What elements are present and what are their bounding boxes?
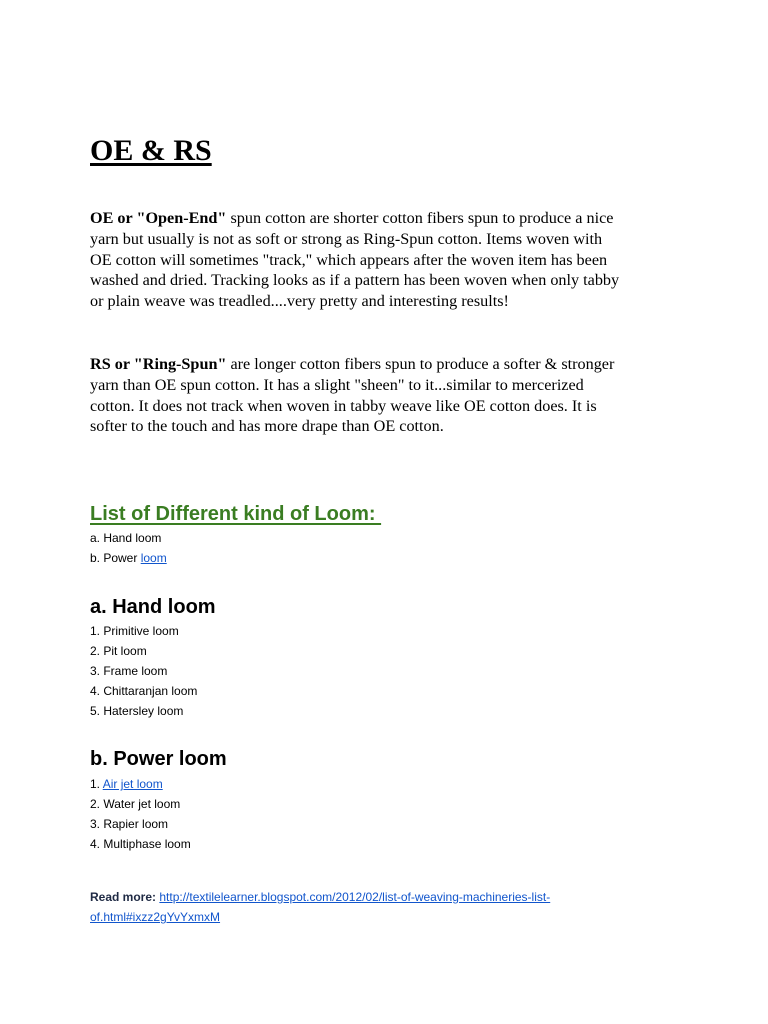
loom-type-power: [90, 548, 167, 568]
list-item: 3. Frame loom: [90, 664, 168, 678]
oe-line-5: or plain weave was treadled....very pretty and interesting results!: [90, 292, 509, 311]
oe-line-1: [90, 208, 690, 229]
hand-loom-list: [90, 621, 197, 721]
rs-line-2: yarn than OE spun cotton. It has a slight "sheen" to it...similar to mercerized: [90, 375, 584, 394]
oe-term: OE or "Open-End": [90, 209, 227, 227]
list-item: 5. Hatersley loom: [90, 704, 184, 718]
air-jet-loom-link[interactable]: Air jet loom: [102, 777, 163, 791]
loom-list-heading: List of Different kind of Loom:: [90, 503, 382, 525]
oe-line-2: yarn but usually is not as soft or strong as Ring-Spun cotton. Items woven with: [90, 229, 603, 248]
list-item: 3. Rapier loom: [90, 817, 169, 831]
list-item: 2. Water jet loom: [90, 797, 181, 811]
rs-line-4: softer to the touch and has more drape than OE cotton.: [90, 417, 444, 436]
hand-loom-heading: a. Hand loom: [90, 596, 216, 618]
loom-types-list: [90, 528, 167, 568]
source-link-line-2[interactable]: of.html#ixzz2gYvYxmxM: [90, 910, 221, 924]
oe-paragraph: [90, 208, 690, 312]
loom-type-power-label: b. Power: [90, 551, 141, 565]
read-more-line-1: [90, 887, 610, 907]
power-loom-list: [90, 774, 191, 854]
list-item: 2. Pit loom: [90, 644, 147, 658]
read-more-label: Read more:: [90, 890, 160, 904]
oe-line-1-text: spun cotton are shorter cotton fibers spun to produce a nice: [226, 209, 614, 227]
list-item: 4. Chittaranjan loom: [90, 684, 198, 698]
rs-paragraph: [90, 354, 690, 437]
list-item-number: 1.: [90, 777, 103, 791]
list-item: 1. Primitive loom: [90, 624, 179, 638]
rs-term: RS or "Ring-Spun": [90, 355, 227, 373]
source-link-line-1[interactable]: http://textilelearner.blogspot.com/2012/02/list-of-weaving-machineries-list-: [159, 890, 551, 904]
page-title: OE & RS: [90, 134, 212, 167]
rs-line-1-text: are longer cotton fibers spun to produce a softer & stronger: [226, 355, 615, 373]
read-more: [90, 887, 610, 927]
rs-line-3: cotton. It does not track when woven in tabby weave like OE cotton does. It is: [90, 396, 597, 415]
loom-link[interactable]: loom: [140, 551, 167, 565]
loom-type-hand: a. Hand loom: [90, 531, 162, 545]
list-item: [90, 774, 191, 794]
list-item: 4. Multiphase loom: [90, 837, 191, 851]
power-loom-heading: b. Power loom: [90, 748, 227, 770]
rs-line-1: [90, 354, 690, 375]
read-more-line-2: [90, 907, 610, 927]
oe-line-4: washed and dried. Tracking looks as if a pattern has been woven when only tabby: [90, 271, 620, 290]
oe-line-3: OE cotton will sometimes "track," which appears after the woven item has been: [90, 250, 608, 269]
